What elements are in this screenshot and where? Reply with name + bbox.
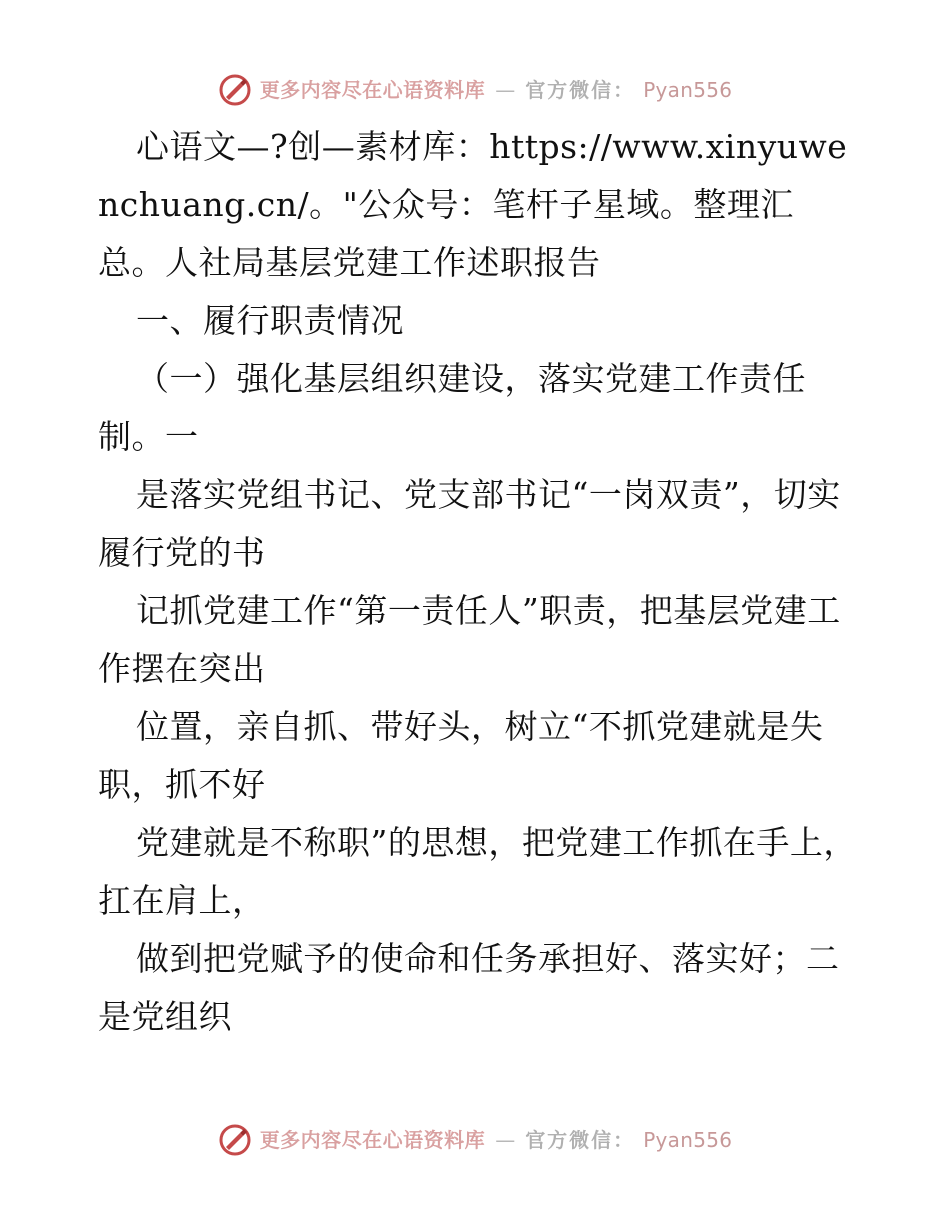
pen-logo-icon	[218, 1123, 252, 1157]
watermark-sub-text: 官方微信：	[525, 78, 636, 102]
document-body	[98, 118, 858, 1046]
watermark-id: Pyan556	[643, 78, 733, 102]
watermark-dash: —	[495, 1128, 516, 1152]
document-paragraph-2: 一、履行职责情况	[136, 301, 404, 340]
pen-logo-icon	[218, 73, 252, 107]
document-paragraph-4: 是落实党组书记、党支部书记“一岗双责”，切实履行党的书	[98, 475, 841, 572]
document-paragraph-1: 心语文—?创—素材库：https://www.xinyuwenchuang.cn/。"公众号：笔杆子星域。整理汇总。人社局基层党建工作述职报告	[98, 127, 848, 282]
document-paragraph-8: 做到把党赋予的使命和任务承担好、落实好；二是党组织	[98, 939, 840, 1036]
watermark-main-text: 更多内容尽在心语资料库	[259, 1128, 486, 1152]
document-paragraph-5: 记抓党建工作“第一责任人”职责，把基层党建工作摆在突出	[98, 591, 841, 688]
watermark-sub-text: 官方微信：	[525, 1128, 636, 1152]
document-paragraph-6: 位置，亲自抓、带好头，树立“不抓党建就是失职，抓不好	[98, 707, 824, 804]
watermark-dash: —	[495, 78, 516, 102]
header-watermark	[0, 70, 950, 110]
document-paragraph-7: 党建就是不称职”的思想，把党建工作抓在手上，扛在肩上，	[98, 823, 857, 920]
footer-watermark	[0, 1120, 950, 1160]
document-paragraph-3: （一）强化基层组织建设，落实党建工作责任制。一	[98, 359, 806, 456]
watermark-id: Pyan556	[643, 1128, 733, 1152]
watermark-main-text: 更多内容尽在心语资料库	[259, 78, 486, 102]
